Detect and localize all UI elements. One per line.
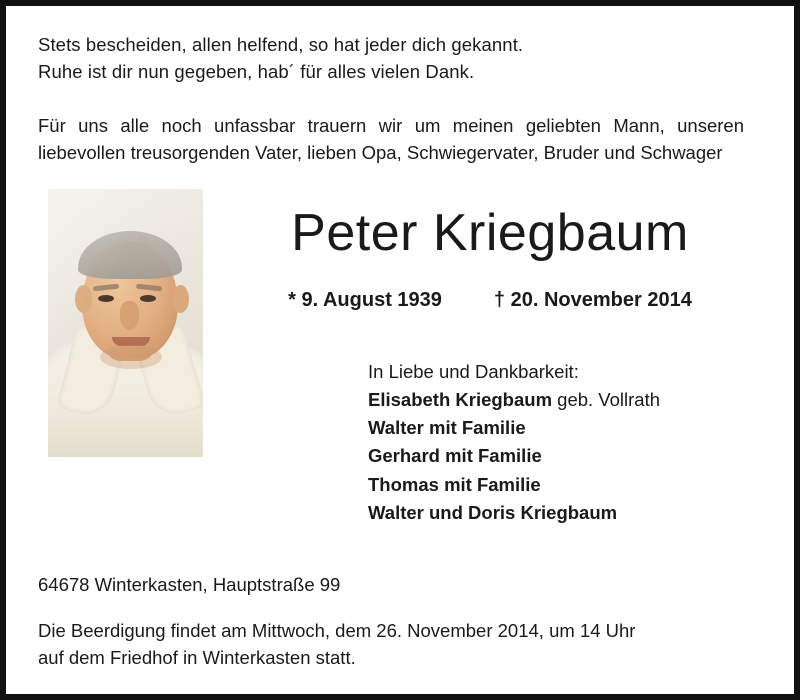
portrait-column [38,189,210,457]
birth-date: * 9. August 1939 [288,289,442,312]
family-widow-name: Elisabeth Kriegbaum [368,389,553,411]
address-line: 64678 Winterkasten, Hauptstraße 99 [38,574,341,596]
footer-block [38,574,762,672]
family-widow [368,386,762,414]
family-member: Gerhard mit Familie [368,445,542,467]
family-member: Walter mit Familie [368,417,526,439]
verse-line-2: Ruhe ist dir nun gegeben, hab´ für alles vielen Dank. [38,60,475,82]
death-date: † 20. November 2014 [493,289,692,312]
intro-paragraph: Für uns alle noch unfassbar trauern wir um meinen geliebten Mann, unseren liebevollen treusorgenden Vater, lieben Opa, Schwiegervater, Bruder und Schwager [38,114,744,164]
photo-highlight [48,189,157,350]
content-column [210,189,762,527]
family-lead: In Liebe und Dankbarkeit: [368,361,579,383]
verse-line-1: Stets bescheiden, allen helfend, so hat jeder dich gekannt. [38,34,524,55]
funeral-line-2: auf dem Friedhof in Winterkasten statt. [38,647,356,669]
family-member: Thomas mit Familie [368,473,541,495]
family-member: Walter und Doris Kriegbaum [368,501,618,523]
verse-block [38,32,762,86]
family-widow-maiden: geb. Vollrath [552,389,661,411]
funeral-line-1: Die Beerdigung findet am Mittwoch, dem 26. November 2014, um 14 Uhr [38,620,636,642]
deceased-name: Peter Kriegbaum [291,204,689,263]
funeral-info [38,618,762,672]
photo-ear-right [172,285,189,313]
family-block [218,358,762,527]
life-dates [218,289,762,312]
portrait-photo [48,189,203,457]
body-area [38,189,762,527]
